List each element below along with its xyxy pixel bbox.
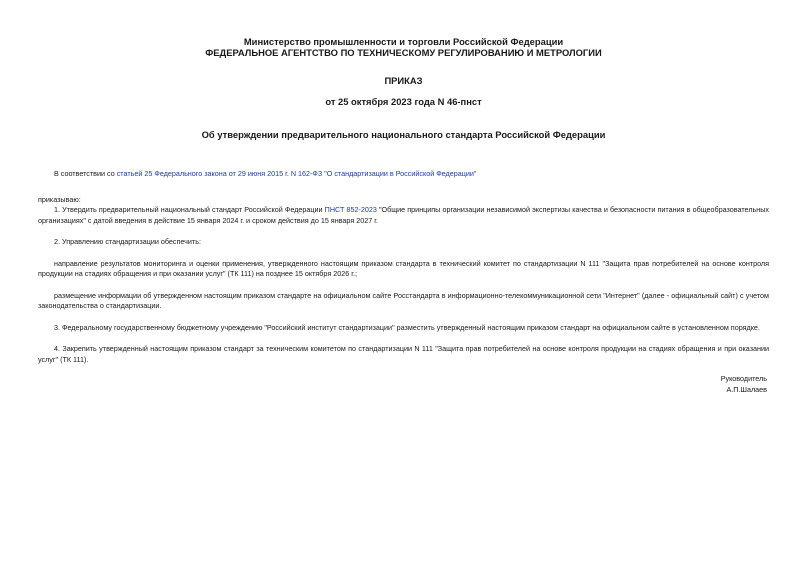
order-title: ПРИКАЗ (384, 75, 423, 86)
item-2-paragraph: 2. Управлению стандартизации обеспечить: (54, 237, 201, 246)
order-date-number: от 25 октября 2023 года N 46-пнст (325, 96, 482, 107)
item-1-paragraph (38, 205, 769, 226)
standard-link[interactable]: ПНСТ 852-2023 (324, 205, 377, 214)
order-subject: Об утверждении предварительного национального стандарта Российской Федерации (201, 129, 606, 140)
item-4-paragraph: 4. Закрепить утвержденный настоящим приказом стандарт за техническим комитетом по стандартизации N 111 "Защита прав потребителей на основе контроля продукции на стадиях обращения и при оказании услуг" (ТК 111). (38, 344, 769, 364)
basis-paragraph (38, 169, 769, 180)
item-3-paragraph: 3. Федеральному государственному бюджетному учреждению "Российский институт стандартизации" разместить утвержденный настоящим приказом стандарт на официальном сайте в установленном порядке. (54, 322, 760, 332)
signatory-name: А.П.Шалаев (726, 385, 767, 394)
signature-block (721, 373, 767, 395)
ministry-name: Министерство промышленности и торговли Российской Федерации (243, 36, 564, 47)
agency-name: ФЕДЕРАЛЬНОЕ АГЕНТСТВО ПО ТЕХНИЧЕСКОМУ РЕГУЛИРОВАНИЮ И МЕТРОЛОГИИ (205, 47, 602, 58)
federal-law-link[interactable]: статьей 25 Федерального закона от 29 июня 2015 г. N 162-ФЗ "О стандартизации в Российской Федерации" (116, 169, 477, 178)
document-page (38, 36, 769, 365)
decree-word: приказываю: (38, 194, 81, 204)
basis-prefix: В соответствии со (54, 169, 117, 178)
item-2-direction-2: размещение информации об утвержденном настоящим приказом стандарте на официальном сайте Росстандарта в информационно-телекоммуникационной сети "Интернет" (далее - официальный сайт) с учетом законодательства о стандартизации. (38, 290, 769, 310)
item-2-direction-1: направление результатов мониторинга и оценки применения, утвержденного настоящим приказом стандарта в технический комитет по стандартизации N 111 "Защита прав потребителей на основе контроля продукции на стадиях обращения и при оказании услуг" (ТК 111) на позднее 15 октября 2026 г.; (38, 258, 769, 278)
signatory-position: Руководитель (720, 374, 767, 383)
item-1-suffix: "Общие принципы организации независимой экспертизы качества и безопасности питания в общеобразовательных организациях" с датой введения в действие 15 января 2024 г. и сроком действия до 15 января 2027 г. (38, 205, 769, 225)
item-1-prefix: 1. Утвердить предварительный национальный стандарт Российской Федерации (54, 205, 325, 214)
